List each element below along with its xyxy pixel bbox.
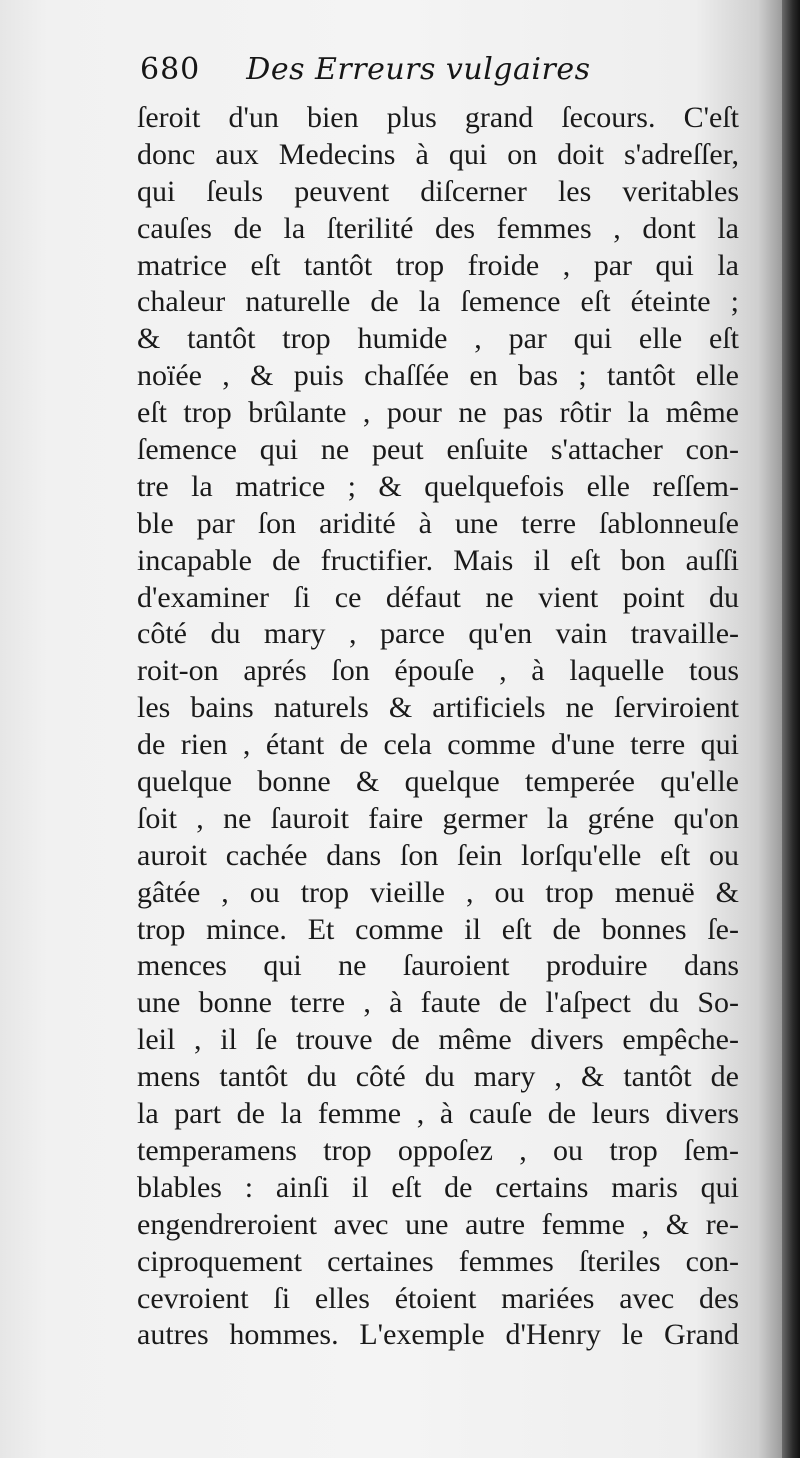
text-line: ciproquement certaines femmes ſteriles con- xyxy=(137,1244,739,1278)
text-line: cauſes de la ſterilité des femmes , dont la xyxy=(137,211,739,245)
text-line: ble par ſon aridité à une terre ſablonneuſe xyxy=(137,506,739,540)
text-line: leil , il ſe trouve de même divers empêche- xyxy=(137,1023,739,1057)
text-line: engendreroient avec une autre femme , & re- xyxy=(137,1207,739,1241)
book-spine-edge xyxy=(782,0,800,1458)
text-line: temperamens trop oppoſez , ou trop ſem- xyxy=(137,1133,739,1167)
text-line: ſemence qui ne peut enſuite s'attacher con- xyxy=(137,433,739,467)
text-line: noïée , & puis chaſſée en bas ; tantôt elle xyxy=(137,359,739,393)
text-line: ſeroit d'un bien plus grand ſecours. C'eſt xyxy=(137,101,739,134)
running-title: Des Erreurs vulgaires xyxy=(246,52,591,87)
text-line: auroit cachée dans ſon ſein lorſqu'elle eſt ou xyxy=(137,838,739,872)
text-line: une bonne terre , à faute de l'aſpect du So- xyxy=(137,986,739,1020)
text-line: les bains naturels & artificiels ne ſerviroient xyxy=(137,691,739,725)
text-line: la part de la femme , à cauſe de leurs divers xyxy=(137,1097,739,1131)
text-line: blables : ainſi il eſt de certains maris qui xyxy=(137,1170,739,1204)
text-line: tre la matrice ; & quelquefois elle reſſem- xyxy=(137,469,739,503)
text-line: cevroient ſi elles étoient mariées avec des xyxy=(137,1281,739,1315)
page-number: 680 xyxy=(140,52,201,87)
text-line: matrice eſt tantôt trop froide , par qui la xyxy=(137,248,739,282)
text-line: roit-on aprés ſon épouſe , à laquelle tous xyxy=(137,654,739,688)
text-line: trop mince. Et comme il eſt de bonnes ſe- xyxy=(137,912,739,946)
text-line: gâtée , ou trop vieille , ou trop menuë & xyxy=(137,875,739,909)
text-line: mens tantôt du côté du mary , & tantôt de xyxy=(137,1060,739,1094)
text-line: eſt trop brûlante , pour ne pas rôtir la même xyxy=(137,396,739,430)
text-line: qui ſeuls peuvent diſcerner les veritables xyxy=(137,174,739,208)
text-line: autres hommes. L'exemple d'Henry le Grand xyxy=(137,1318,739,1352)
text-line: ſoit , ne ſauroit faire germer la gréne qu'on xyxy=(137,801,739,835)
text-line: & tantôt trop humide , par qui elle eſt xyxy=(137,322,739,356)
text-line: d'examiner ſi ce défaut ne vient point du xyxy=(137,580,739,614)
text-line: mences qui ne ſauroient produire dans xyxy=(137,949,739,983)
text-line: incapable de fructifier. Mais il eſt bon auſſi xyxy=(137,543,739,577)
text-line: quelque bonne & quelque temperée qu'elle xyxy=(137,765,739,799)
text-line: donc aux Medecins à qui on doit s'adreſſer, xyxy=(137,137,739,171)
text-line: de rien , étant de cela comme d'une terre qui xyxy=(137,728,739,762)
text-line: côté du mary , parce qu'en vain travaille- xyxy=(137,617,739,651)
body-text xyxy=(137,100,739,1354)
running-head xyxy=(140,52,660,98)
text-line: chaleur naturelle de la ſemence eſt éteinte ; xyxy=(137,285,739,319)
